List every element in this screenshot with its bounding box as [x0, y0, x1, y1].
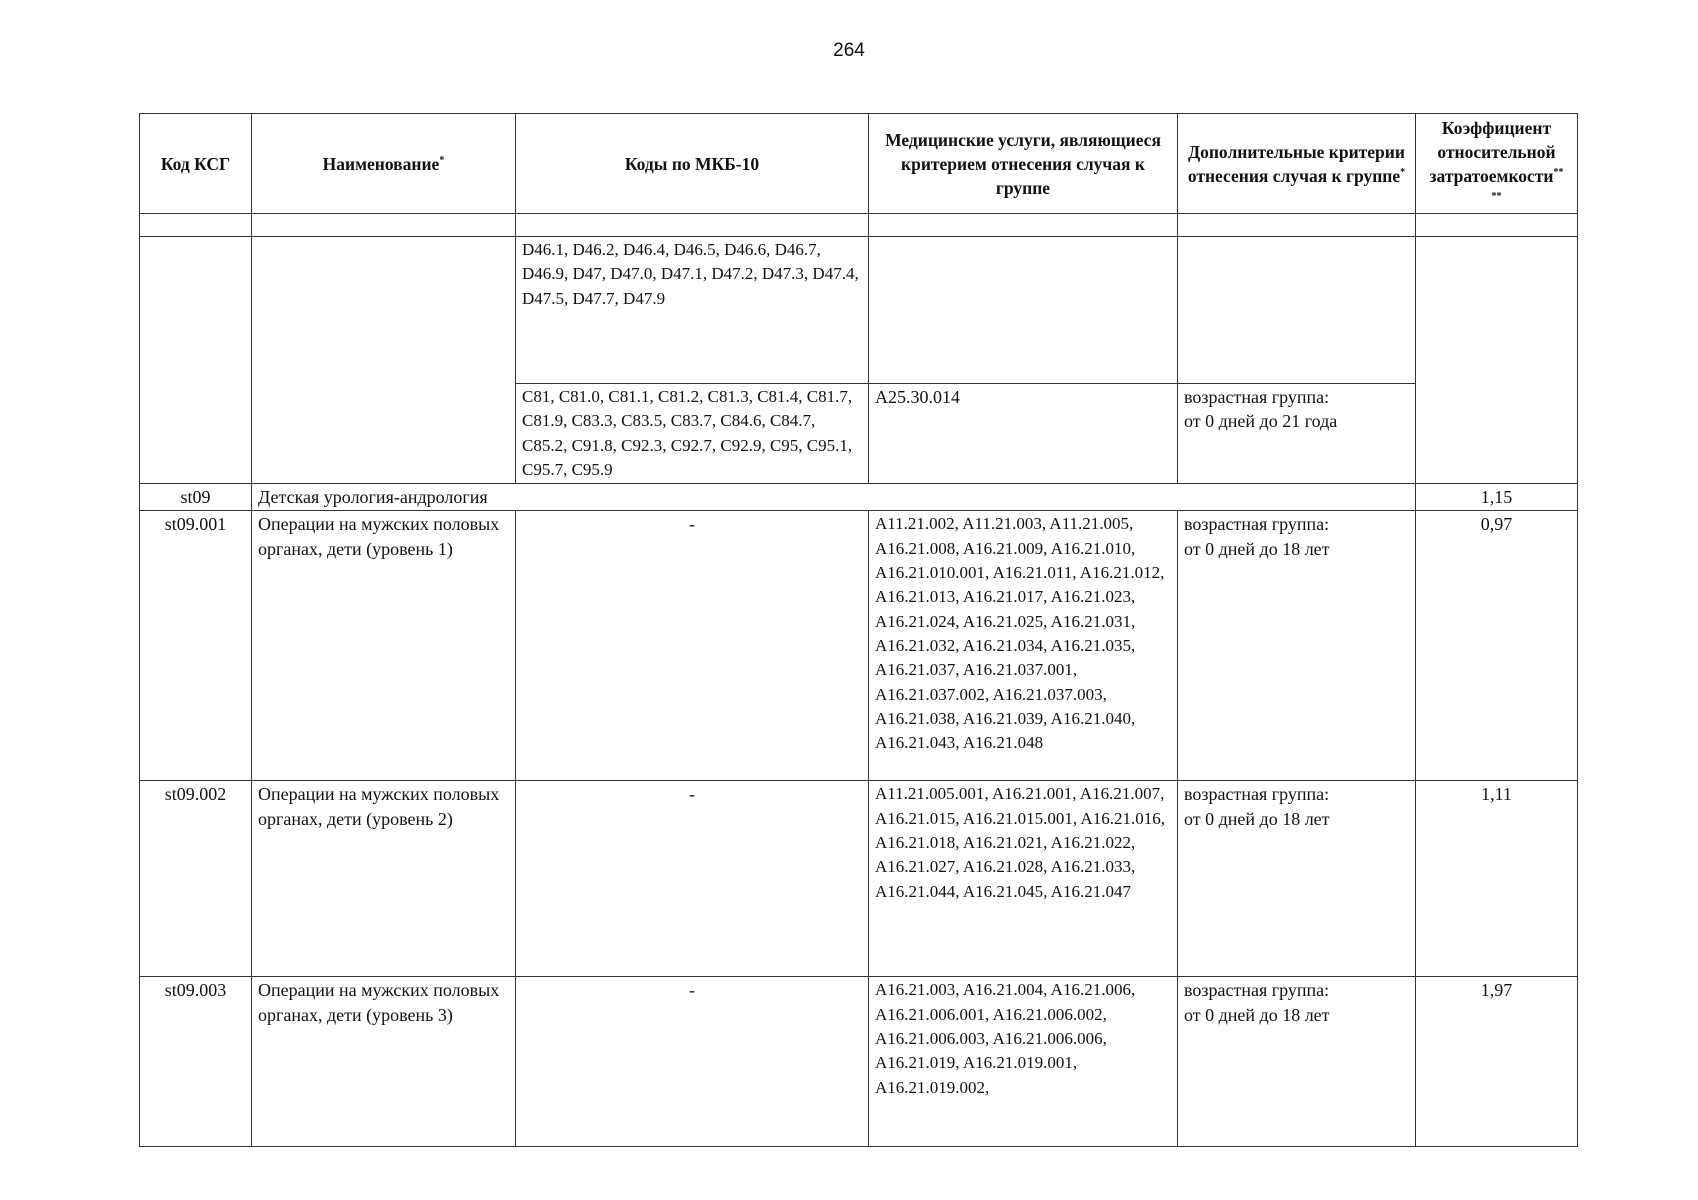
header-additional: Дополнительные критерии отнесения случая к группе* [1178, 114, 1416, 214]
additional-cell [1178, 237, 1416, 384]
section-name: Детская урология-андрология [252, 484, 1416, 511]
mkb-codes: - [516, 511, 869, 781]
section-row [140, 484, 1578, 511]
service-codes: A11.21.002, A11.21.003, A11.21.005, A16.21.008, A16.21.009, A16.21.010, A16.21.010.001, A16.21.011, A16.21.012, A16.21.013, A16.21.017, A16.21.023, A16.21.024, A16.21.025, A16.21.031, A16.21.032, A16.21.034, A16.21.035, A16.21.037, A16.21.037.001, A16.21.037.002, A16.21.037.003, A16.21.038, A16.21.039, A16.21.040, A16.21.043, A16.21.048 [869, 511, 1178, 781]
header-coef: Коэффициент относительной затратоемкости** ** [1416, 114, 1578, 214]
table-row [140, 781, 1578, 977]
additional-criteria: возрастная группа: от 0 дней до 18 лет [1178, 977, 1416, 1147]
ksg-code: st09.002 [140, 781, 252, 977]
services-cell [869, 237, 1178, 384]
footnote-mark: ** [1491, 190, 1502, 202]
section-code: st09 [140, 484, 252, 511]
mkb-cell: D46.1, D46.2, D46.4, D46.5, D46.6, D46.7, D46.9, D47, D47.0, D47.1, D47.2, D47.3, D47.4, D47.5, D47.7, D47.9 [516, 237, 869, 384]
footnote-mark: * [1400, 166, 1406, 178]
ksg-name: Операции на мужских половых органах, дети (уровень 1) [252, 511, 516, 781]
header-services: Медицинские услуги, являющиеся критерием отнесения случая к группе [869, 114, 1178, 214]
spacer-row [140, 214, 1578, 237]
coefficient: 1,97 [1416, 977, 1578, 1147]
mkb-codes: - [516, 977, 869, 1147]
coefficient: 0,97 [1416, 511, 1578, 781]
code-cell [140, 237, 252, 484]
coefficient: 1,11 [1416, 781, 1578, 977]
continuation-row-1 [140, 237, 1578, 384]
name-cell [252, 237, 516, 484]
mkb-cell: C81, C81.0, C81.1, C81.2, C81.3, C81.4, C81.7, C81.9, C83.3, C83.5, C83.7, C84.6, C84.7, C85.2, C91.8, C92.3, C92.7, C92.9, C95, C95.1, C95.7, C95.9 [516, 384, 869, 484]
additional-criteria: возрастная группа: от 0 дней до 18 лет [1178, 511, 1416, 781]
services-cell: A25.30.014 [869, 384, 1178, 484]
ksg-code: st09.001 [140, 511, 252, 781]
table-row [140, 977, 1578, 1147]
header-code: Код КСГ [140, 114, 252, 214]
ksg-name: Операции на мужских половых органах, дети (уровень 2) [252, 781, 516, 977]
footnote-mark: * [439, 154, 445, 166]
service-codes: A11.21.005.001, A16.21.001, A16.21.007, A16.21.015, A16.21.015.001, A16.21.016, A16.21.018, A16.21.021, A16.21.022, A16.21.027, A16.21.028, A16.21.033, A16.21.044, A16.21.045, A16.21.047 [869, 781, 1178, 977]
header-name: Наименование* [252, 114, 516, 214]
header-row [140, 114, 1578, 214]
mkb-codes: - [516, 781, 869, 977]
footnote-mark: ** [1553, 166, 1564, 178]
page-number: 264 [833, 40, 865, 61]
ksg-name: Операции на мужских половых органах, дети (уровень 3) [252, 977, 516, 1147]
coef-cell [1416, 237, 1578, 484]
additional-criteria: возрастная группа: от 0 дней до 18 лет [1178, 781, 1416, 977]
ksg-code: st09.003 [140, 977, 252, 1147]
ksg-table [139, 113, 1578, 1147]
table-row [140, 511, 1578, 781]
header-mkb: Коды по МКБ-10 [516, 114, 869, 214]
section-coef: 1,15 [1416, 484, 1578, 511]
service-codes: A16.21.003, A16.21.004, A16.21.006, A16.21.006.001, A16.21.006.002, A16.21.006.003, A16.21.006.006, A16.21.019, A16.21.019.001, A16.21.019.002, [869, 977, 1178, 1147]
additional-cell: возрастная группа: от 0 дней до 21 года [1178, 384, 1416, 484]
